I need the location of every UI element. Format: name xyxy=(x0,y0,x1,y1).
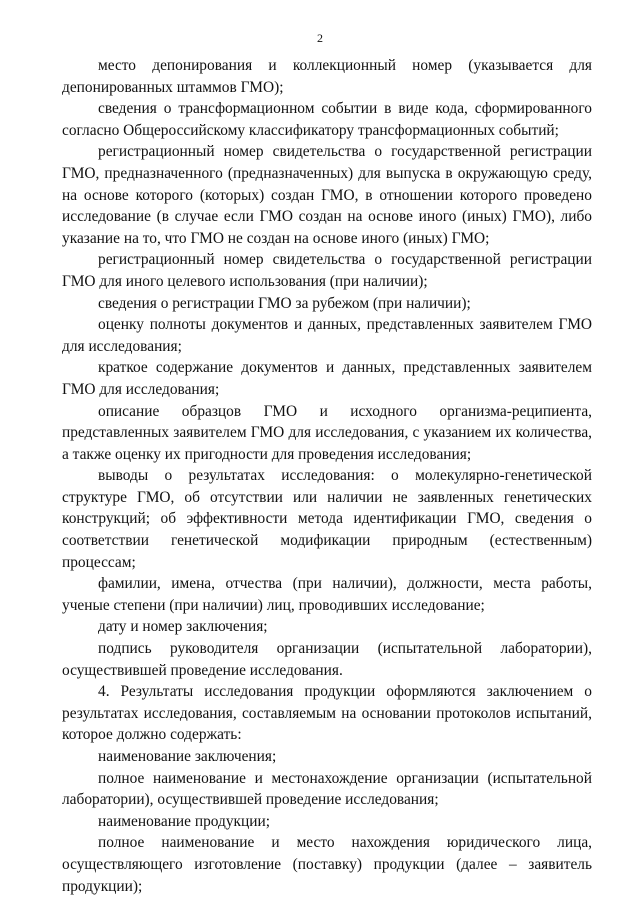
paragraph-deposit-number: место депонирования и коллекционный номер (указывается для депонированных штаммов ГМО); xyxy=(62,57,592,96)
paragraph-documents-summary: краткое содержание документов и данных, представленных заявителем ГМО для исследования; xyxy=(62,359,592,398)
paragraph-organization-name: полное наименование и местонахождение организации (испытательной лаборатории), осуществившей проведение исследования; xyxy=(62,769,592,809)
paragraph-samples-description: описание образцов ГМО и исходного организма-реципиента, представленных заявителем ГМО для исследования, с указанием их количества, а также оценку их пригодности для проведения исследования; xyxy=(62,402,592,463)
page-number: 2 xyxy=(317,31,323,45)
paragraph-registration-release: регистрационный номер свидетельства о государственной регистрации ГМО, предназначенного (предназначенных) для выпуска в окружающую среду, на основе которого (которых) создан ГМО, в отношении которого проведено исследование (в случае если ГМО создан на основе иного (иных) ГМО), либо указание на то, что ГМО не создан на основе иного (иных) ГМО; xyxy=(62,143,592,247)
paragraph-foreign-registration: сведения о регистрации ГМО за рубежом (при наличии); xyxy=(98,294,471,312)
paragraph-transformation-event: сведения о трансформационном событии в виде кода, сформированного согласно Общероссийскому классификатору трансформационных событий; xyxy=(62,100,592,139)
paragraph-registration-other-use: регистрационный номер свидетельства о государственной регистрации ГМО для иного целевого использования (при наличии); xyxy=(62,251,592,290)
paragraph-product-name: наименование продукции; xyxy=(98,812,271,830)
paragraph-completeness-assessment: оценку полноты документов и данных, представленных заявителем ГМО для исследования; xyxy=(62,316,592,355)
paragraph-conclusion-name: наименование заключения; xyxy=(98,748,277,765)
paragraph-research-conclusions: выводы о результатах исследования: о молекулярно-генетической структуре ГМО, об отсутствии или наличии не заявленных генетических конструкций; об эффективности метода идентификации ГМО, сведения о соответствии генетической модификации природным (естественным) процессам; xyxy=(62,467,592,571)
document-body xyxy=(62,55,592,897)
paragraph-date-number: дату и номер заключения; xyxy=(98,618,268,636)
paragraph-signature: подпись руководителя организации (испытательной лаборатории), осуществившей проведение исследования. xyxy=(62,640,592,679)
paragraph-applicant: полное наименование и место нахождения юридического лица, осуществляющего изготовление (поставку) продукции (далее – заявитель продукции); xyxy=(62,834,592,895)
paragraph-section-4: 4. Результаты исследования продукции оформляются заключением о результатах исследования, составляемым на основании протоколов испытаний, которое должно содержать: xyxy=(62,683,592,744)
paragraph-researchers: фамилии, имена, отчества (при наличии), должности, места работы, ученые степени (при наличии) лиц, проводивших исследование; xyxy=(62,575,592,614)
